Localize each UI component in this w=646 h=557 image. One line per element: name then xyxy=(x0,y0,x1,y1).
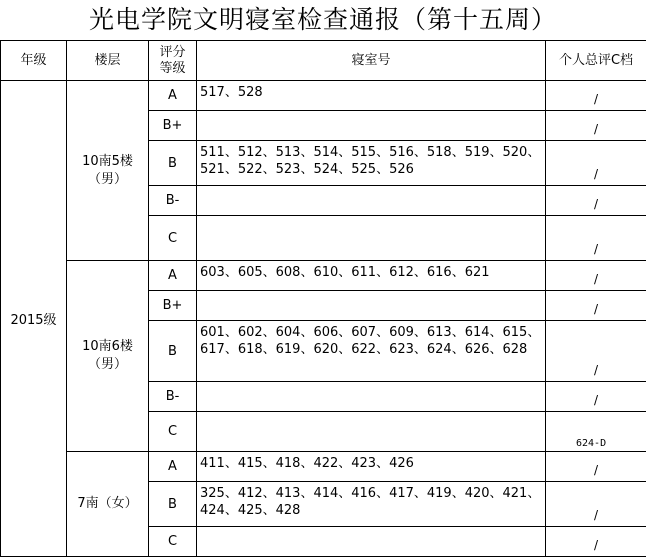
personal-value: / xyxy=(594,197,598,211)
header-grade xyxy=(149,41,197,81)
grade-cell: B- xyxy=(149,186,197,216)
grade-cell: C xyxy=(149,216,197,261)
floor-gender: （男） xyxy=(67,356,148,374)
rooms-cell xyxy=(197,111,546,141)
header-row xyxy=(1,41,646,81)
personal-cell xyxy=(546,111,646,141)
rooms-cell xyxy=(197,382,546,412)
grade-cell: B- xyxy=(149,382,197,412)
floor-cell xyxy=(67,261,149,452)
grade-cell: A xyxy=(149,81,197,111)
personal-value: / xyxy=(594,302,598,316)
grade-cell: B+ xyxy=(149,111,197,141)
personal-value: / xyxy=(594,92,598,106)
rooms-cell xyxy=(197,186,546,216)
personal-cell xyxy=(546,452,646,482)
personal-value: / xyxy=(594,167,598,181)
header-rooms: 寝室号 xyxy=(197,41,546,81)
grade-cell: A xyxy=(149,261,197,291)
rooms-cell xyxy=(197,291,546,321)
grade-cell: B+ xyxy=(149,291,197,321)
personal-value: / xyxy=(594,242,598,256)
rooms-cell: 325、412、413、414、416、417、419、420、421、424、425、428 xyxy=(197,482,546,527)
header-personal: 个人总评C档 xyxy=(546,41,646,81)
rooms-cell xyxy=(197,412,546,452)
personal-value: / xyxy=(594,272,598,286)
rooms-cell: 517、528 xyxy=(197,81,546,111)
personal-value: 624-D xyxy=(576,438,606,449)
personal-cell xyxy=(546,216,646,261)
grade-cell: B xyxy=(149,141,197,186)
personal-cell xyxy=(546,321,646,382)
rooms-cell xyxy=(197,527,546,557)
personal-value: / xyxy=(594,122,598,136)
rooms-cell: 601、602、604、606、607、609、613、614、615、617、618、619、620、622、623、624、626、628 xyxy=(197,321,546,382)
floor-cell xyxy=(67,81,149,261)
table-row xyxy=(1,452,646,482)
grade-cell: B xyxy=(149,482,197,527)
personal-value: / xyxy=(594,508,598,522)
personal-cell xyxy=(546,141,646,186)
grade-cell: A xyxy=(149,452,197,482)
grade-cell: C xyxy=(149,527,197,557)
rooms-cell: 411、415、418、422、423、426 xyxy=(197,452,546,482)
header-grade-line1: 评分 xyxy=(149,45,196,61)
personal-value: / xyxy=(594,538,598,552)
header-year: 年级 xyxy=(1,41,67,81)
personal-cell xyxy=(546,81,646,111)
floor-name: 10南6楼 xyxy=(67,338,148,356)
rooms-cell: 603、605、608、610、611、612、616、621 xyxy=(197,261,546,291)
table-row xyxy=(1,261,646,291)
personal-cell xyxy=(546,382,646,412)
rooms-cell: 511、512、513、514、515、516、518、519、520、521、522、523、524、525、526 xyxy=(197,141,546,186)
grade-cell: B xyxy=(149,321,197,382)
table-row xyxy=(1,81,646,111)
personal-cell xyxy=(546,482,646,527)
inspection-table xyxy=(0,40,646,557)
personal-cell xyxy=(546,186,646,216)
personal-value: / xyxy=(594,393,598,407)
rooms-cell xyxy=(197,216,546,261)
year-cell: 2015级 xyxy=(1,81,67,557)
report-title: 光电学院文明寝室检查通报（第十五周） xyxy=(0,0,646,40)
personal-cell xyxy=(546,412,646,452)
personal-cell xyxy=(546,261,646,291)
header-grade-line2: 等级 xyxy=(149,61,196,77)
personal-cell xyxy=(546,291,646,321)
floor-name: 7南（女） xyxy=(67,495,148,513)
floor-gender: （男） xyxy=(67,171,148,189)
personal-value: / xyxy=(594,463,598,477)
personal-cell xyxy=(546,527,646,557)
floor-cell xyxy=(67,452,149,557)
floor-name: 10南5楼 xyxy=(67,153,148,171)
header-floor: 楼层 xyxy=(67,41,149,81)
grade-cell: C xyxy=(149,412,197,452)
personal-value: / xyxy=(594,363,598,377)
